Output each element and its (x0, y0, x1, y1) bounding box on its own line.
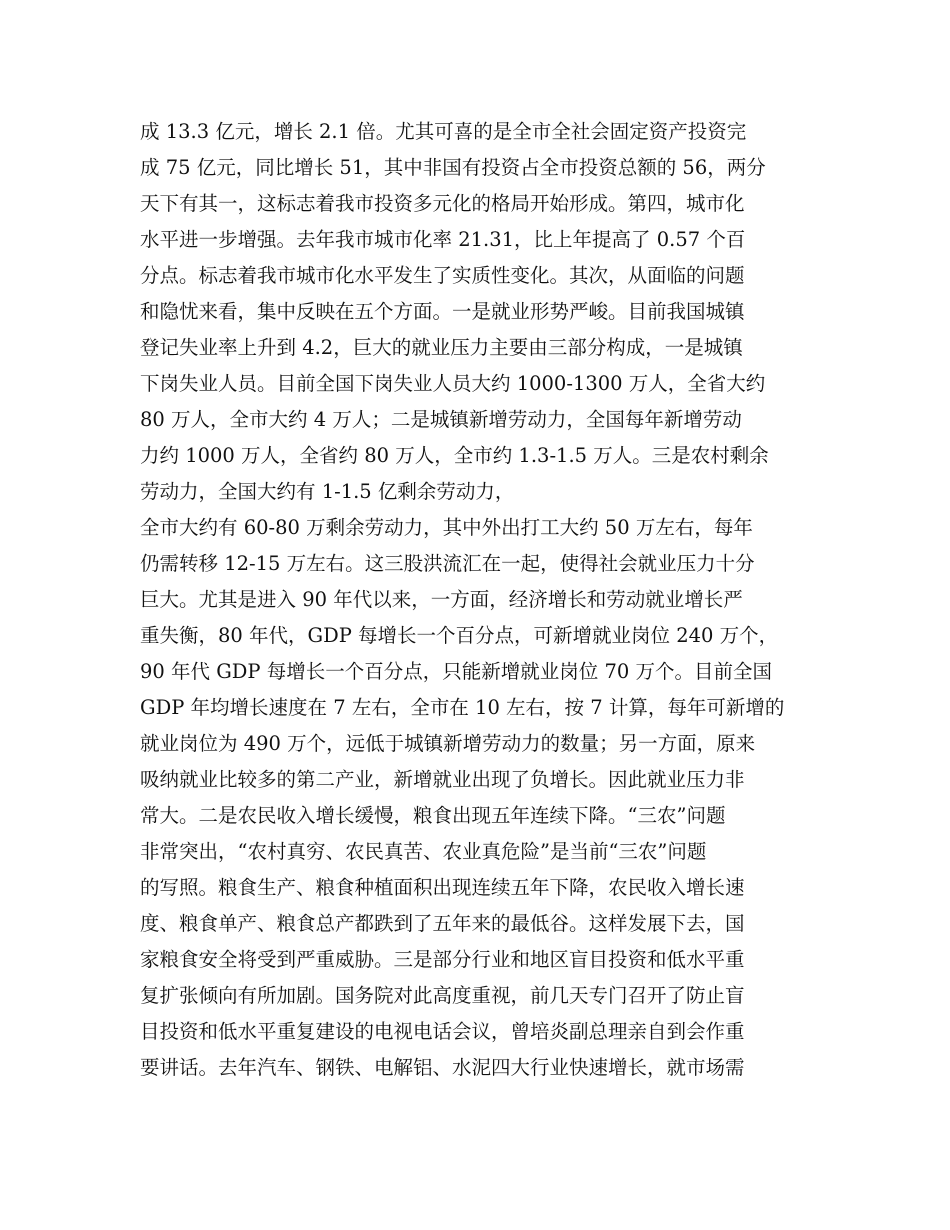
text-line: 非常突出，“农村真穷、农民真苦、农业真危险”是当前“三农”问题 (140, 840, 707, 863)
text-line: 90 年代 GDP 每增长一个百分点，只能新增就业岗位 70 万个。目前全国 (140, 660, 772, 683)
text-line: 家粮食安全将受到严重威胁。三是部分行业和地区盲目投资和低水平重 (140, 948, 745, 971)
text-line: 水平进一步增强。去年我市城市化率 21.31，比上年提高了 0.57 个百 (140, 228, 746, 251)
text-line: 要讲话。去年汽车、钢铁、电解铝、水泥四大行业快速增长，就市场需 (140, 1056, 745, 1079)
text-line: 下岗失业人员。目前全国下岗失业人员大约 1000-1300 万人，全省大约 (140, 372, 766, 395)
text-line: 就业岗位为 490 万个，远低于城镇新增劳动力的数量；另一方面，原来 (140, 732, 756, 755)
text-line: 全市大约有 60-80 万剩余劳动力，其中外出打工大约 50 万左右，每年 (140, 516, 753, 539)
text-line: 天下有其一，这标志着我市投资多元化的格局开始形成。第四，城市化 (140, 192, 745, 215)
text-line: 和隐忧来看，集中反映在五个方面。一是就业形势严峻。目前我国城镇 (140, 300, 745, 323)
text-line: 成 13.3 亿元，增长 2.1 倍。尤其可喜的是全市全社会固定资产投资完 (140, 120, 747, 143)
text-line: 分点。标志着我市城市化水平发生了实质性变化。其次，从面临的问题 (140, 264, 745, 287)
text-line: 登记失业率上升到 4.2，巨大的就业压力主要由三部分构成，一是城镇 (140, 336, 743, 359)
body-text (140, 114, 820, 1086)
text-line: 重失衡，80 年代，GDP 每增长一个百分点，可新增就业岗位 240 万个， (140, 624, 779, 647)
text-line: 度、粮食单产、粮食总产都跌到了五年来的最低谷。这样发展下去，国 (140, 912, 745, 935)
text-line: 力约 1000 万人，全省约 80 万人，全市约 1.3-1.5 万人。三是农村剩余 (140, 444, 769, 467)
text-line: 劳动力，全国大约有 1-1.5 亿剩余劳动力， (140, 480, 515, 503)
text-line: 吸纳就业比较多的第二产业，新增就业出现了负增长。因此就业压力非 (140, 768, 745, 791)
text-line: 常大。二是农民收入增长缓慢，粮食出现五年连续下降。“三农”问题 (140, 804, 726, 827)
text-line: GDP 年均增长速度在 7 左右，全市在 10 左右，按 7 计算，每年可新增的 (140, 696, 785, 719)
text-line: 80 万人，全市大约 4 万人；二是城镇新增劳动力，全国每年新增劳动 (140, 408, 742, 431)
text-line: 的写照。粮食生产、粮食种植面积出现连续五年下降，农民收入增长速 (140, 876, 745, 899)
text-line: 目投资和低水平重复建设的电视电话会议，曾培炎副总理亲自到会作重 (140, 1020, 745, 1043)
text-line: 成 75 亿元，同比增长 51，其中非国有投资占全市投资总额的 56，两分 (140, 156, 766, 179)
text-line: 仍需转移 12-15 万左右。这三股洪流汇在一起，使得社会就业压力十分 (140, 552, 755, 575)
text-line: 巨大。尤其是进入 90 年代以来，一方面，经济增长和劳动就业增长严 (140, 588, 743, 611)
text-line: 复扩张倾向有所加剧。国务院对此高度重视，前几天专门召开了防止盲 (140, 984, 745, 1007)
